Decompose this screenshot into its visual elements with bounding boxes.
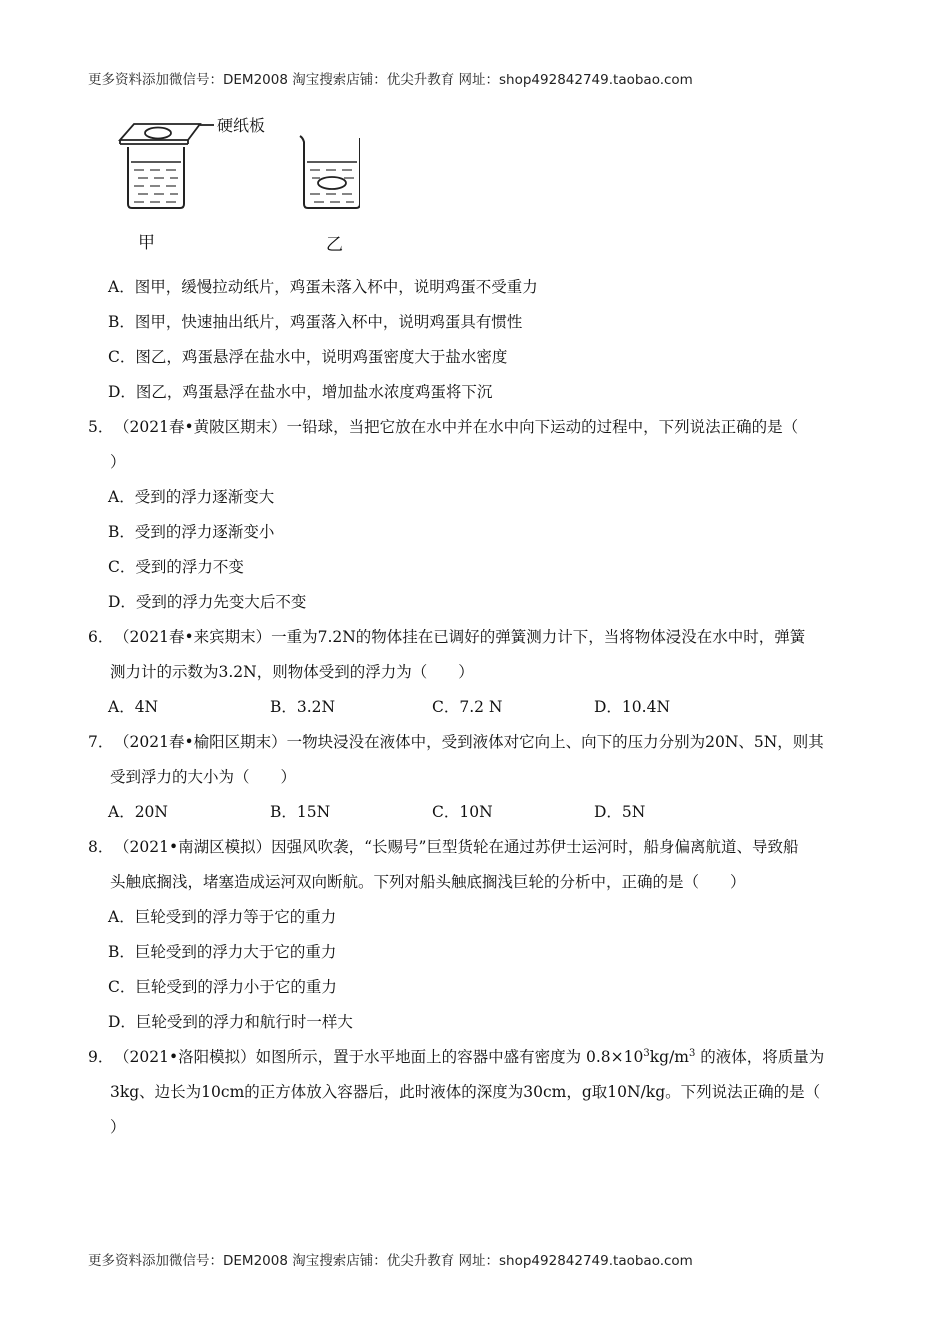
question-5 <box>88 410 863 445</box>
q8-stem-line2: 头触底搁浅，堵塞造成运河双向断航。下列对船头触底搁浅巨轮的分析中，正确的是（ ） <box>110 873 746 891</box>
q9-stem-a: （2021•洛阳模拟）如图所示，置于水平地面上的容器中盛有密度为 0.8×10 <box>114 1048 644 1066</box>
q8-option-a: A．巨轮受到的浮力等于它的重力 <box>108 908 337 926</box>
q9-sup2: 3 <box>689 1047 696 1059</box>
q6-options <box>88 690 863 725</box>
q8-option-c: C．巨轮受到的浮力小于它的重力 <box>108 978 337 996</box>
page-header: 更多资料添加微信号：DEM2008 淘宝搜索店铺：优尖升教育 网址：shop492842749.taobao.com <box>88 72 693 88</box>
liquid-jia <box>134 170 178 202</box>
q7-option-d: D．5N <box>594 803 646 821</box>
q9-stem-b: kg/m <box>649 1048 689 1066</box>
q7-option-a: A．20N <box>108 803 168 821</box>
question-6 <box>88 620 863 655</box>
page-footer: 更多资料添加微信号：DEM2008 淘宝搜索店铺：优尖升教育 网址：shop492842749.taobao.com <box>88 1253 693 1269</box>
q9-stem-line2: 3kg、边长为10cm的正方体放入容器后，此时液体的深度为30cm，g取10N/kg。下列说法正确的是（ <box>110 1083 821 1101</box>
q7-option-c: C．10N <box>432 803 493 821</box>
q6-number: 6． <box>88 628 114 646</box>
question-9 <box>88 1040 863 1075</box>
q5-option-c: C．受到的浮力不变 <box>108 558 244 576</box>
q8-option-b: B．巨轮受到的浮力大于它的重力 <box>108 943 337 961</box>
q9-sup1: 3 <box>643 1047 650 1059</box>
experiment-figure <box>100 112 360 262</box>
q9-number: 9． <box>88 1048 114 1066</box>
q7-option-b: B．15N <box>270 803 331 821</box>
egg-yi <box>318 177 346 189</box>
q5-number: 5． <box>88 418 114 436</box>
label-jia: 甲 <box>138 233 155 253</box>
q7-stem-line2: 受到浮力的大小为（ ） <box>110 768 297 786</box>
q4-option-d: D．图乙，鸡蛋悬浮在盐水中，增加盐水浓度鸡蛋将下沉 <box>108 383 493 401</box>
q5-option-b: B．受到的浮力逐渐变小 <box>108 523 275 541</box>
q7-stem-line1: （2021春•榆阳区期末）一物块浸没在液体中，受到液体对它向上、向下的压力分别为20N、5N，则其 <box>114 733 824 751</box>
q4-option-b: B．图甲，快速抽出纸片，鸡蛋落入杯中，说明鸡蛋具有惯性 <box>108 313 523 331</box>
q7-options <box>88 795 863 830</box>
egg-jia <box>145 128 171 139</box>
question-8 <box>88 830 863 865</box>
q7-number: 7． <box>88 733 114 751</box>
q5-option-a: A．受到的浮力逐渐变大 <box>108 488 275 506</box>
q4-option-c: C．图乙，鸡蛋悬浮在盐水中，说明鸡蛋密度大于盐水密度 <box>108 348 508 366</box>
q6-option-b: B．3.2N <box>270 698 336 716</box>
question-list <box>88 270 863 1145</box>
beaker-yi <box>300 136 360 208</box>
label-yi: 乙 <box>326 235 343 255</box>
cardboard-label: 硬纸板 <box>217 116 266 135</box>
q9-stem-end: ） <box>110 1118 126 1136</box>
q9-stem-c: 的液体，将质量为 <box>695 1048 825 1066</box>
q6-option-a: A．4N <box>108 698 159 716</box>
q6-stem-line2: 测力计的示数为3.2N，则物体受到的浮力为（ ） <box>110 663 474 681</box>
q6-option-c: C．7.2 N <box>432 698 503 716</box>
q5-option-d: D．受到的浮力先变大后不变 <box>108 593 307 611</box>
q8-stem-line1: （2021•南湖区模拟）因强风吹袭，“长赐号”巨型货轮在通过苏伊士运河时，船身偏离航道、导致船 <box>114 838 799 856</box>
q5-stem: （2021春•黄陂区期末）一铅球，当把它放在水中并在水中向下运动的过程中，下列说法正确的是（ <box>114 418 799 436</box>
q8-number: 8． <box>88 838 114 856</box>
q6-stem-line1: （2021春•来宾期末）一重为7.2N的物体挂在已调好的弹簧测力计下，当将物体浸没在水中时，弹簧 <box>114 628 806 646</box>
q4-option-a: A．图甲，缓慢拉动纸片，鸡蛋未落入杯中，说明鸡蛋不受重力 <box>108 278 538 296</box>
q5-stem-end: ） <box>110 453 126 471</box>
question-7 <box>88 725 863 760</box>
q6-option-d: D．10.4N <box>594 698 671 716</box>
q8-option-d: D．巨轮受到的浮力和航行时一样大 <box>108 1013 353 1031</box>
